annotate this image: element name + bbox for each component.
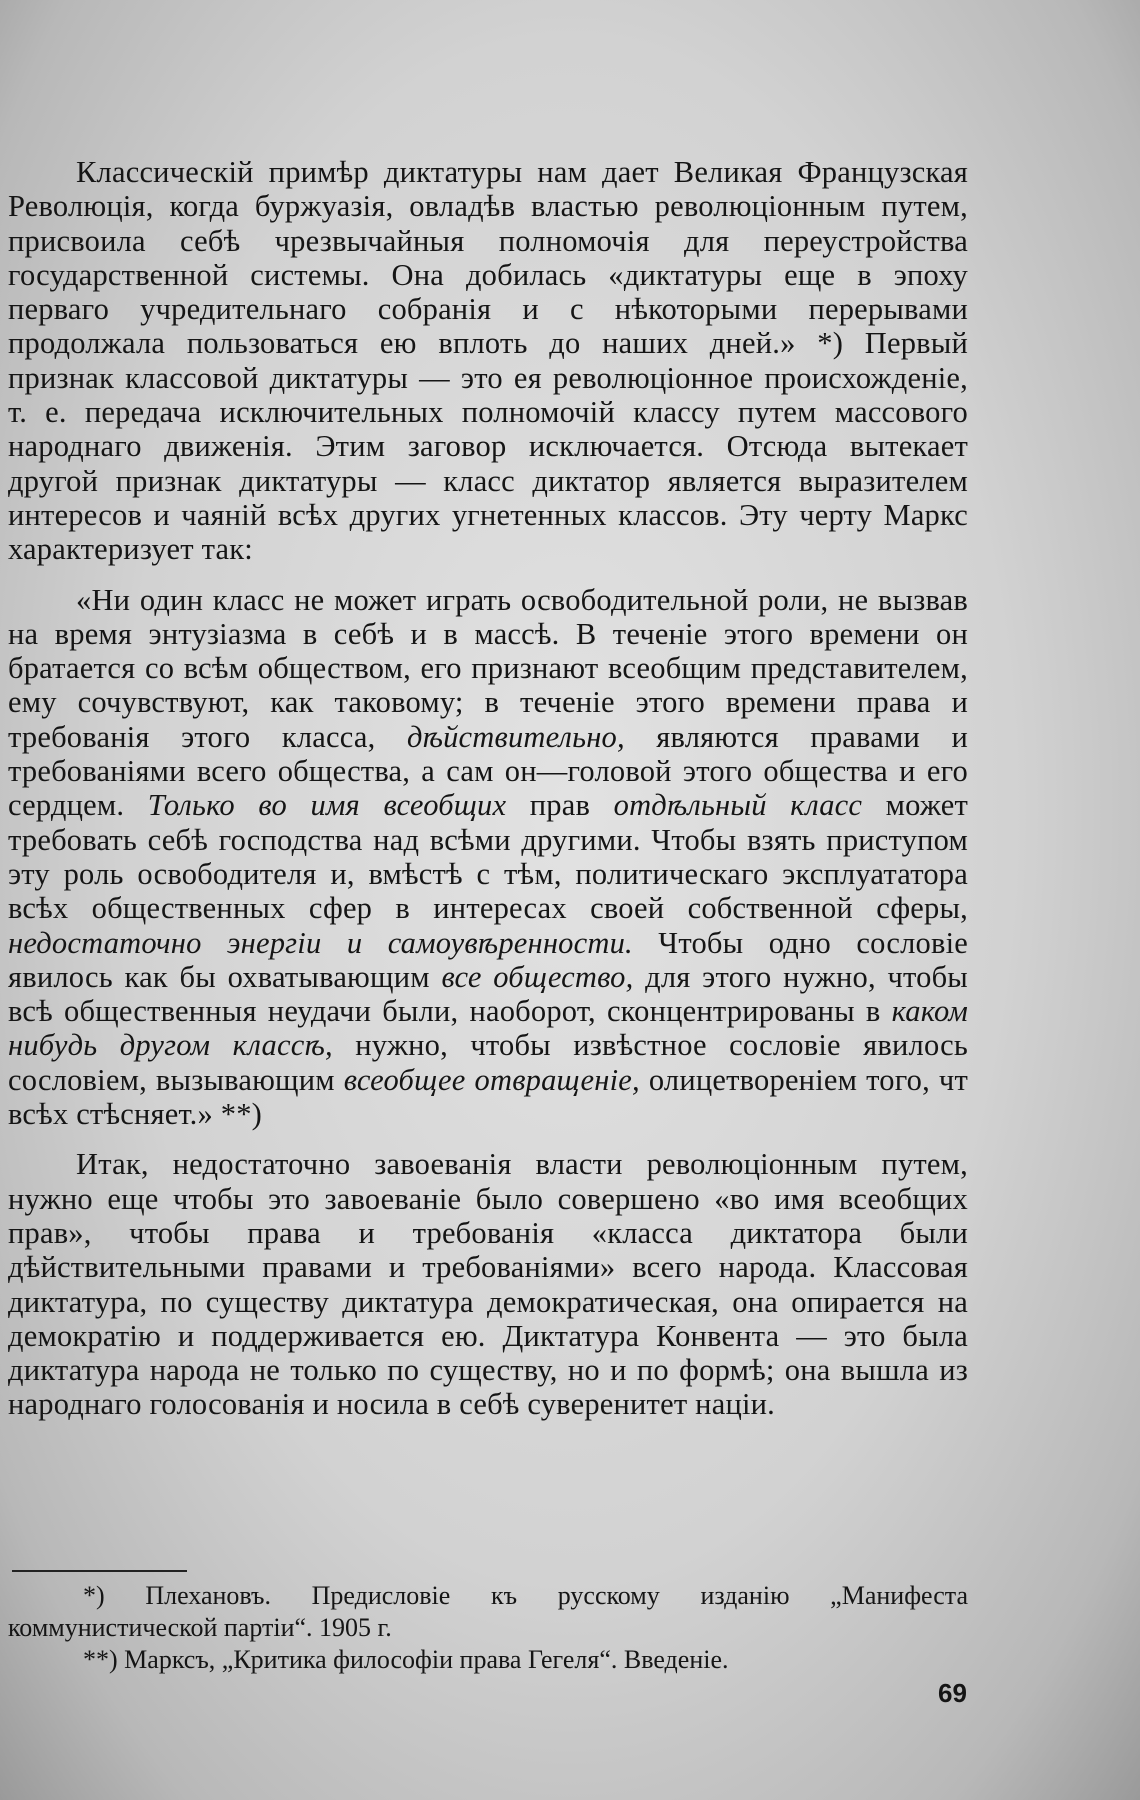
body-text [8, 155, 968, 1422]
page-number: 69 [938, 1678, 967, 1708]
quote-text-4: может требовать себѣ господства над всѣми другими. Чтобы взять приступом эту роль освободителя и, вмѣстѣ с тѣм, политическаго эксплуататора всѣх общественных сфер в интересах своей собственной сферы, [8, 788, 969, 926]
footnotes [8, 1580, 968, 1676]
quote-text-5: Чтобы одно сословіе явилось как бы охватывающим [8, 925, 968, 994]
quote-text-6: для этого нужно, чтобы всѣ общественныя неудачи были, наоборот, сконцентрированы в [8, 959, 968, 1029]
quote-emphasis-1: дѣйствительно, [406, 719, 625, 754]
quote-text-1: «Ни один класс не может играть освободительной роли, не вызвав на время энтузіазма в себѣ и в массѣ. В теченіе этого времени он братается со всѣм обществом, его признают всеобщим представителем, ему сочувствуют, как таковому; в теченіе этого времени права и требованія этого класса, [8, 582, 968, 754]
quote-text-3: прав [506, 788, 614, 823]
quote-text-2: являются правами и требованіями всего общества, а сам он—головой этого общества и его сердцем. [8, 719, 968, 823]
quote-emphasis-6: каком нибудь другом классѣ, [8, 994, 968, 1063]
footnote-2: **) Марксъ, „Критика философіи права Гегеля“. Введеніе. [83, 1645, 729, 1674]
paragraph-3: Итак, недостаточно завоеванія власти революціонным путем, нужно еще чтобы это завоеваніе было совершено «во имя всеобщих прав», чтобы права и требованія «класса диктатора были дѣйствительными правами и требованіями» всего народа. Классовая диктатура, по существу диктатура демократическая, она опирается на демократію и поддерживается ею. Диктатура Конвента — это была диктатура народа не только по существу, но и по формѣ; она вышла из народнаго голосованія и носила в себѣ суверенитет націи. [8, 1147, 968, 1422]
quote-text-7: нужно, чтобы извѣстное сословіе явилось сословіем, вызывающим [8, 1028, 969, 1097]
quote-emphasis-3: отдѣльный класс [613, 788, 863, 823]
paragraph-1: Классическій примѣр диктатуры нам дает Великая Французская Революція, когда буржуазія, овладѣв властью революціонным путем, присвоила себѣ чрезвычайныя полномочія для переустройства государственной системы. Она добилась «диктатуры еще в эпоху перваго учредительнаго собранія и с нѣкоторыми перерывами продолжала пользоваться ею вплоть до наших дней.» *) Первый признак классовой диктатуры — это ея революціонное происхожденіе, т. е. передача исключительных полномочій классу путем массового народнаго движенія. Этим заговор исключается. Отсюда вытекает другой признак диктатуры — класс диктатор является выразителем интересов и чаяній всѣх других угнетенных классов. Эту черту Маркс характеризует так: [8, 155, 968, 567]
marx-quote-paragraph [8, 583, 968, 1132]
quote-emphasis-5: все общество, [441, 959, 634, 994]
footnote-1: *) Плехановъ. Предисловіе къ русскому изданію „Манифеста коммунистической партіи“. 1905 г. [8, 1581, 968, 1642]
quote-emphasis-2: Только во имя всеобщих [147, 788, 507, 823]
quote-emphasis-4: недостаточно энергіи и самоувѣренности. [8, 925, 633, 960]
footnote-divider [12, 1570, 187, 1572]
quote-emphasis-7: всеобщее отвращеніе, [343, 1062, 640, 1097]
quote-text-8: олицетвореніем того, чт всѣх стѣсняет.» **) [8, 1062, 968, 1132]
